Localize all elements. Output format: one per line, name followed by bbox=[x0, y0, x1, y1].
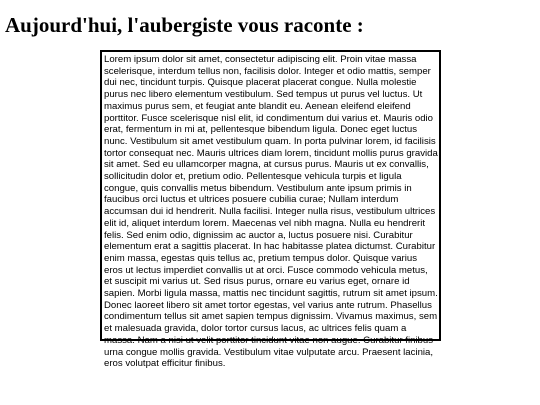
story-box bbox=[100, 50, 441, 370]
page-title: Aujourd'hui, l'aubergiste vous raconte : bbox=[5, 13, 364, 37]
story-text: Lorem ipsum dolor sit amet, consectetur adipiscing elit. Proin vitae massa scelerisque, interdum tellus non, facilisis dolor. Integer et odio mattis, semper dui nec, tincidunt turpis. Quisque placerat placerat congue. Nulla molestie purus nec libero elementum vestibulum. Sed tempus ut purus vel luctus. Ut maximus purus sem, et feugiat ante blandit eu. Aenean eleifend eleifend porttitor. Fusce scelerisque nisl elit, id condimentum dui varius et. Mauris odio erat, fermentum in mi at, pellentesque bibendum ligula. Donec eget luctus nunc. Vestibulum sit amet vestibulum quam. In porta pulvinar lorem, id facilisis tortor consequat nec. Mauris ultrices diam lorem, tincidunt mollis purus gravida sit amet. Sed eu ullamcorper magna, at cursus purus. Mauris ut ex convallis, sollicitudin dolor et, pretium odio. Pellentesque vehicula turpis et ligula congue, quis convallis metus bibendum. Vestibulum ante ipsum primis in faucibus orci luctus et ultrices posuere cubilia curae; Nullam interdum accumsan dui id hendrerit. Nulla facilisi. Integer nulla risus, vestibulum ultrices elit id, aliquet interdum lorem. Maecenas vel nibh magna. Nulla eu hendrerit felis. Sed enim odio, dignissim ac auctor a, luctus posuere nisi. Curabitur elementum erat a sagittis placerat. In hac habitasse platea dictumst. Curabitur enim massa, egestas quis tellus ac, pretium tempus dolor. Quisque varius eros ut lectus imperdiet convallis ut at orci. Fusce commodo vehicula metus, et suscipit mi varius ut. Sed risus purus, ornare eu varius eget, ornare id sapien. Morbi ligula massa, mattis nec tincidunt sagittis, rutrum sit amet ipsum. Donec laoreet libero sit amet tortor egestas, vel varius ante rutrum. Phasellus condimentum tellus sit amet sapien tempus dignissim. Vivamus maximus, sem et malesuada gravida, dolor tortor cursus lacus, ac ultrices felis quam a massa. Nam a nisi ut velit porttitor tincidunt vitae non augue. Curabitur finibus urna congue mollis gravida. Vestibulum vitae vulputate arcu. Praesent lacinia, eros volutpat efficitur finibus. bbox=[104, 54, 438, 370]
